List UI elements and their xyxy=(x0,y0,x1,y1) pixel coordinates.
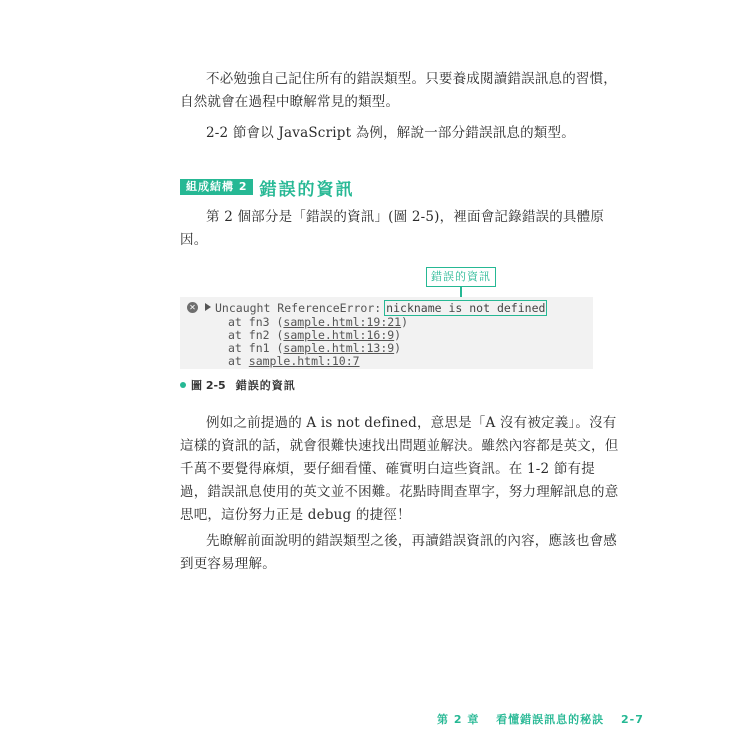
error-header-line xyxy=(215,301,547,315)
body-paragraph-1 xyxy=(180,412,619,527)
text-line: 千萬不要覺得麻煩，要仔細看懂、確實明白這些資訊。在 1-2 節有提 xyxy=(180,461,595,477)
section-badge: 組成結構 2 xyxy=(180,179,253,195)
figure-caption-title: 錯誤的資訊 xyxy=(235,379,296,392)
stack-prefix: at fn3 ( xyxy=(228,315,284,329)
stack-prefix: at fn1 ( xyxy=(228,341,284,355)
stack-source-link: sample.html:10:7 xyxy=(248,354,360,368)
footer-chapter-title: 看懂錯誤訊息的秘訣 xyxy=(496,713,605,726)
console-error-figure xyxy=(180,297,593,369)
text-line: 到更容易理解。 xyxy=(180,556,276,572)
page-number: 2-7 xyxy=(621,713,644,726)
stack-suffix: ) xyxy=(394,328,402,342)
text-line: 自然就會在過程中瞭解常見的類型。 xyxy=(180,94,400,110)
error-type-text: Uncaught ReferenceError: xyxy=(215,301,382,315)
text-line: 這樣的資訊的話，就會很難快速找出問題並解決。雖然內容都是英文，但 xyxy=(180,438,619,454)
section-title: 錯誤的資訊 xyxy=(259,179,355,200)
figure-number: 圖 2-5 xyxy=(191,379,226,392)
text-line: 過，錯誤訊息使用的英文並不困難。花點時間查單字，努力理解訊息的意 xyxy=(180,484,619,500)
stack-source-link: sample.html:16:9 xyxy=(283,328,395,342)
stack-prefix: at xyxy=(228,354,249,368)
error-icon: ✕ xyxy=(187,302,198,313)
figure-caption xyxy=(180,377,296,393)
text-line: 第 2 個部分是「錯誤的資訊」(圖 2-5)，裡面會記錄錯誤的具體原 xyxy=(206,209,605,225)
text-line: 思吧，這份努力正是 debug 的捷徑！ xyxy=(180,507,411,523)
stack-trace-line xyxy=(228,315,408,329)
page-footer xyxy=(437,711,644,727)
caption-bullet xyxy=(180,382,186,388)
stack-trace-line xyxy=(228,328,401,342)
figure-callout-label: 錯誤的資訊 xyxy=(426,267,496,287)
stack-source-link: sample.html:13:9 xyxy=(283,341,395,355)
stack-suffix: ) xyxy=(394,341,402,355)
error-message-text: nickname is not defined xyxy=(386,301,546,315)
stack-trace-line xyxy=(228,354,360,368)
text-line: 2-2 節會以 JavaScript 為例，解說一部分錯誤訊息的類型。 xyxy=(206,125,575,141)
footer-chapter: 第 2 章 xyxy=(437,713,480,726)
body-paragraph-2 xyxy=(180,530,617,576)
text-line: 因。 xyxy=(180,232,208,248)
stack-source-link: sample.html:19:21 xyxy=(283,315,402,329)
expand-triangle-icon xyxy=(205,303,211,311)
stack-suffix: ) xyxy=(401,315,409,329)
stack-prefix: at fn2 ( xyxy=(228,328,284,342)
text-line: 不必勉強自己記住所有的錯誤類型。只要養成閱讀錯誤訊息的習慣， xyxy=(206,71,617,87)
stack-trace-line xyxy=(228,341,401,355)
section-heading xyxy=(180,176,354,198)
intro-paragraph-1 xyxy=(180,68,617,114)
section-paragraph xyxy=(180,206,605,252)
text-line: 先瞭解前面說明的錯誤類型之後，再讀錯誤資訊的內容，應該也會感 xyxy=(206,533,617,549)
text-line: 例如之前提過的 A is not defined，意思是「A 沒有被定義」。沒有 xyxy=(206,415,617,431)
intro-paragraph-2 xyxy=(180,122,596,145)
